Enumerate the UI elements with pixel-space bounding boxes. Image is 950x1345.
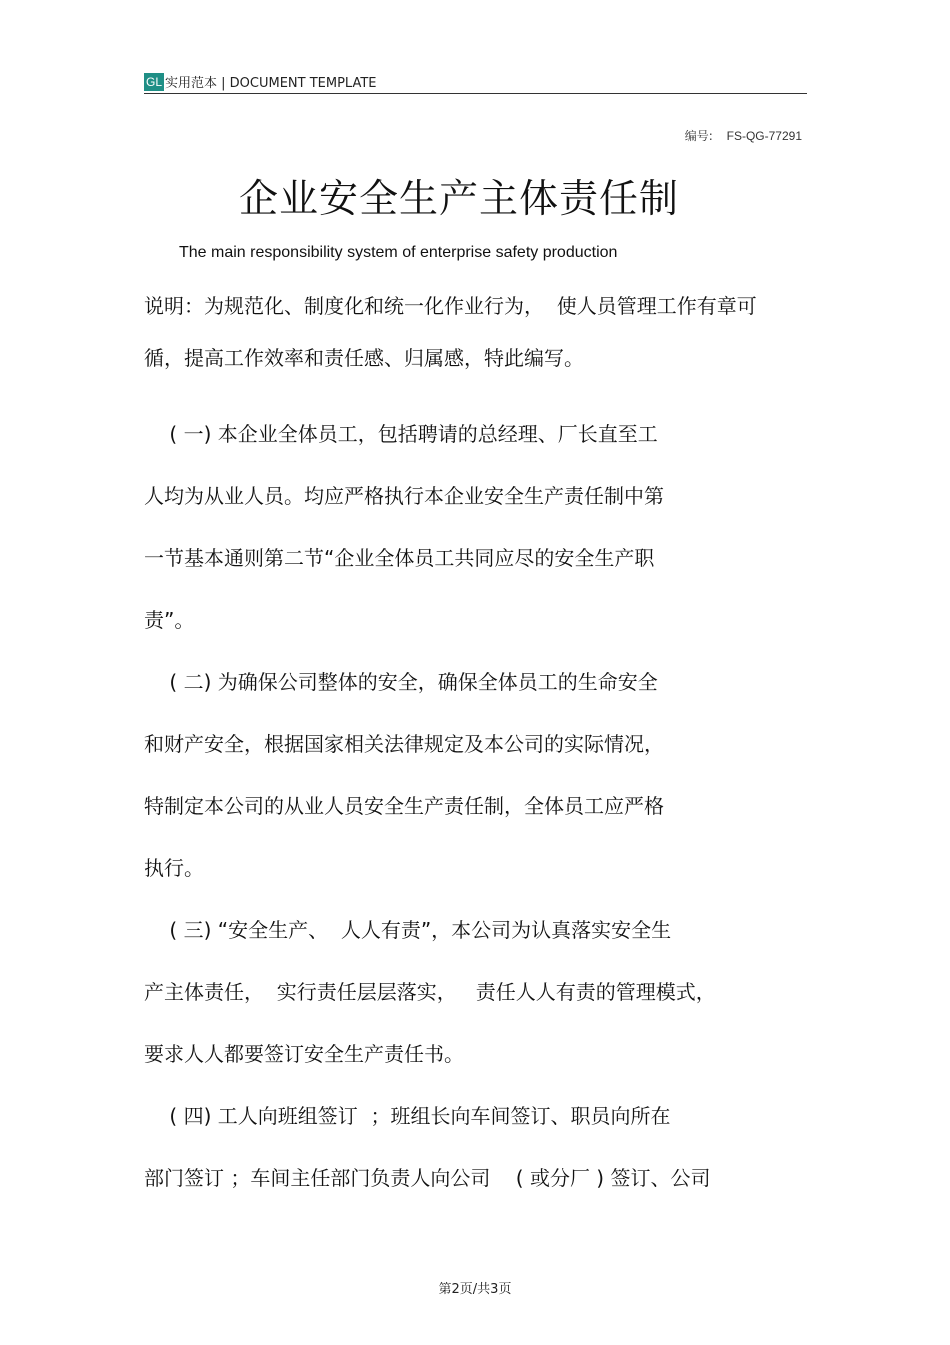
body-line: 执行。 [144,856,204,880]
header-text: 实用范本 | DOCUMENT TEMPLATE [165,76,377,91]
body-line: 特制定本公司的从业人员安全生产责任制，全体员工应严格 [144,794,664,818]
body-line: 循，提高工作效率和责任感、归属感，特此编写。 [144,346,584,370]
body-line: ( 二) 为确保公司整体的安全，确保全体员工的生命安全 [144,670,658,694]
body-line: 部门签订 ；车间主任部门负责人向公司 ( 或分厂 ) 签订、公司 [144,1166,711,1190]
body-line: 人均为从业人员。均应严格执行本企业安全生产责任制中第 [144,484,664,508]
document-title: 企业安全生产主体责任制 [238,177,679,222]
document-number-value: FS-QG-77291 [726,129,802,143]
document-number [685,127,802,144]
body-line: 一节基本通则第二节“企业全体员工共同应尽的安全生产职 [144,546,655,570]
body-line: ( 三) “安全生产、 人人有责”，本公司为认真落实安全生 [144,918,672,942]
document-subtitle: The main responsibility system of enterprise safety production [179,244,618,261]
body-line: 责”。 [144,608,195,632]
document-header [144,70,807,94]
body-line: 和财产安全，根据国家相关法律规定及本公司的实际情况， [144,732,664,756]
body-line: 产主体责任， 实行责任层层落实， 责任人人有责的管理模式， [144,980,716,1004]
body-line: ( 一) 本企业全体员工，包括聘请的总经理、厂长直至工 [144,422,658,446]
document-number-label: 编号: [684,129,713,143]
page-footer: 第2页/共3页 [438,1282,512,1297]
body-line: ( 四) 工人向班组签订 ；班组长向车间签订、职员向所在 [144,1104,671,1128]
body-line: 说明：为规范化、制度化和统一化作业行为， 使人员管理工作有章可 [144,294,757,318]
body-line: 要求人人都要签订安全生产责任书。 [144,1042,464,1066]
gl-logo: GL [146,74,163,89]
